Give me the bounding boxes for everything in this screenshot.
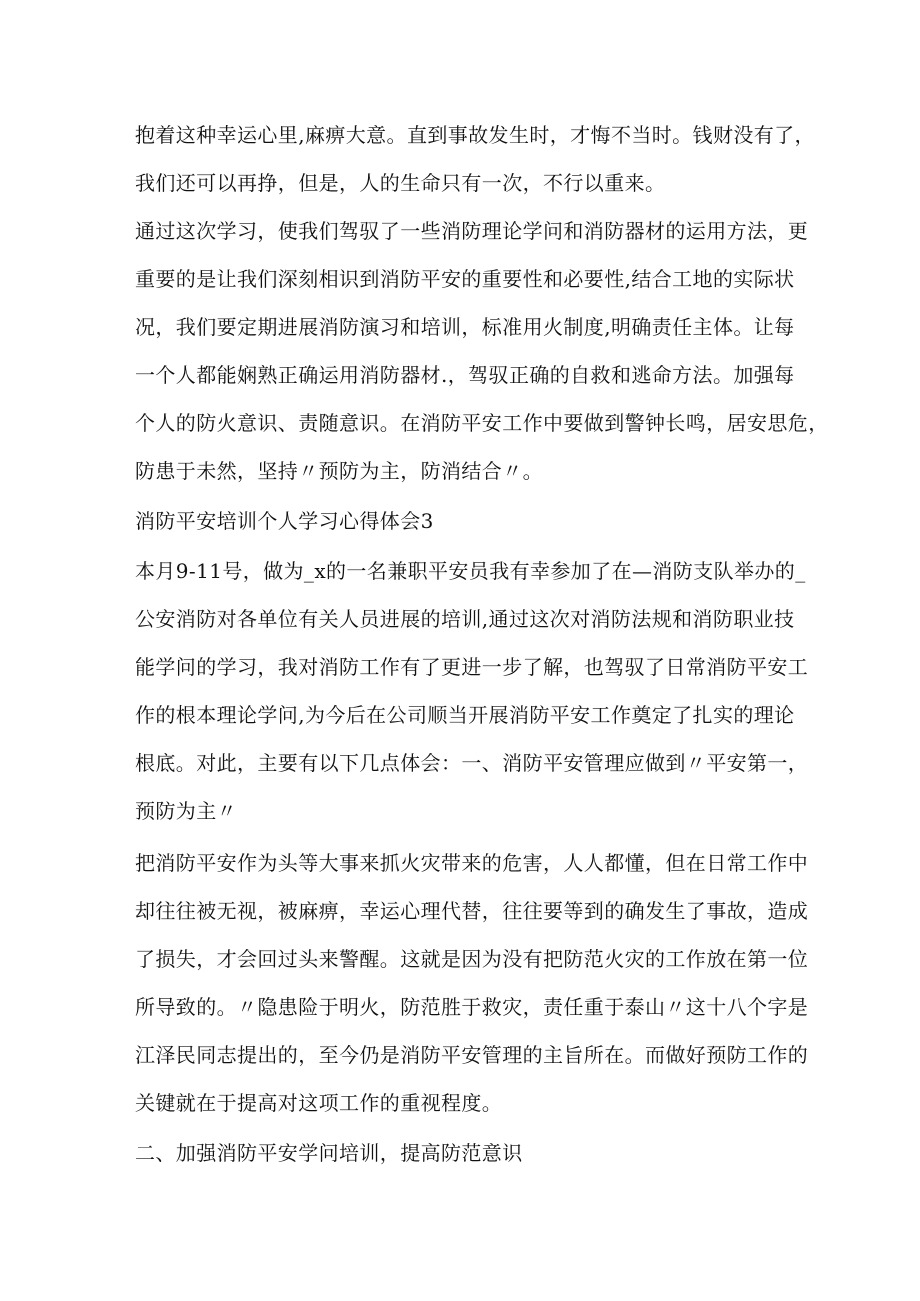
text-line: 把消防平安作为头等大事来抓火灾带来的危害，人人都懂，但在日常工作中	[135, 851, 809, 875]
text-line: 江泽民同志提出的，至今仍是消防平安管理的主旨所在。而做好预防工作的	[135, 1043, 809, 1067]
text-line: 公安消防对各单位有关人员进展的培训,通过这次对消防法规和消防职业技	[135, 607, 795, 631]
text-line: 个人的防火意识、责随意识。在消防平安工作中要做到警钟长鸣，居安思危，	[135, 411, 829, 435]
text-line: 预防为主〃	[135, 799, 237, 823]
text-line: 防患于未然，坚持〃预防为主，防消结合〃。	[135, 459, 543, 483]
text-line: 根底。对此，主要有以下几点体会：一、消防平安管理应做到〃平安第一，	[135, 751, 809, 775]
text-line: 作的根本理论学问,为今后在公司顺当开展消防平安工作奠定了扎实的理论	[135, 703, 795, 727]
text-line: 了损失，才会回过头来警醒。这就是因为没有把防范火灾的工作放在第一位	[135, 947, 809, 971]
text-line: 一个人都能娴熟正确运用消防器材.，驾驭正确的自救和逃命方法。加强每	[135, 363, 795, 387]
text-line: 抱着这种幸运心里,麻痹大意。直到事故发生时，才悔不当时。钱财没有了，	[135, 123, 815, 147]
text-line: 关键就在于提高对这项工作的重视程度。	[135, 1091, 503, 1115]
text-line: 却往往被无视，被麻痹，幸运心理代替，往往要等到的确发生了事故，造成	[135, 899, 809, 923]
text-line: 我们还可以再挣，但是，人的生命只有一次，不行以重来。	[135, 171, 666, 195]
text-line: 况，我们要定期进展消防演习和培训，标准用火制度,明确责任主体。让每	[135, 315, 795, 339]
text-line: 所导致的。〃隐患险于明火，防范胜于救灾，责任重于泰山〃这十八个字是	[135, 995, 809, 1019]
text-line: 通过这次学习，使我们驾驭了一些消防理论学问和消防器材的运用方法，更	[135, 219, 809, 243]
text-line: 重要的是让我们深刻相识到消防平安的重要性和必要性,结合工地的实际状	[135, 267, 795, 291]
text-line: 能学问的学习，我对消防工作有了更进一步了解，也驾驭了日常消防平安工	[135, 655, 809, 679]
section-heading: 消防平安培训个人学习心得体会3	[135, 509, 434, 533]
section-heading: 二、加强消防平安学问培训，提高防范意识	[135, 1141, 523, 1165]
text-line: 本月9-11号，做为_x的一名兼职平安员我有幸参加了在—消防支队举办的_	[135, 559, 806, 583]
